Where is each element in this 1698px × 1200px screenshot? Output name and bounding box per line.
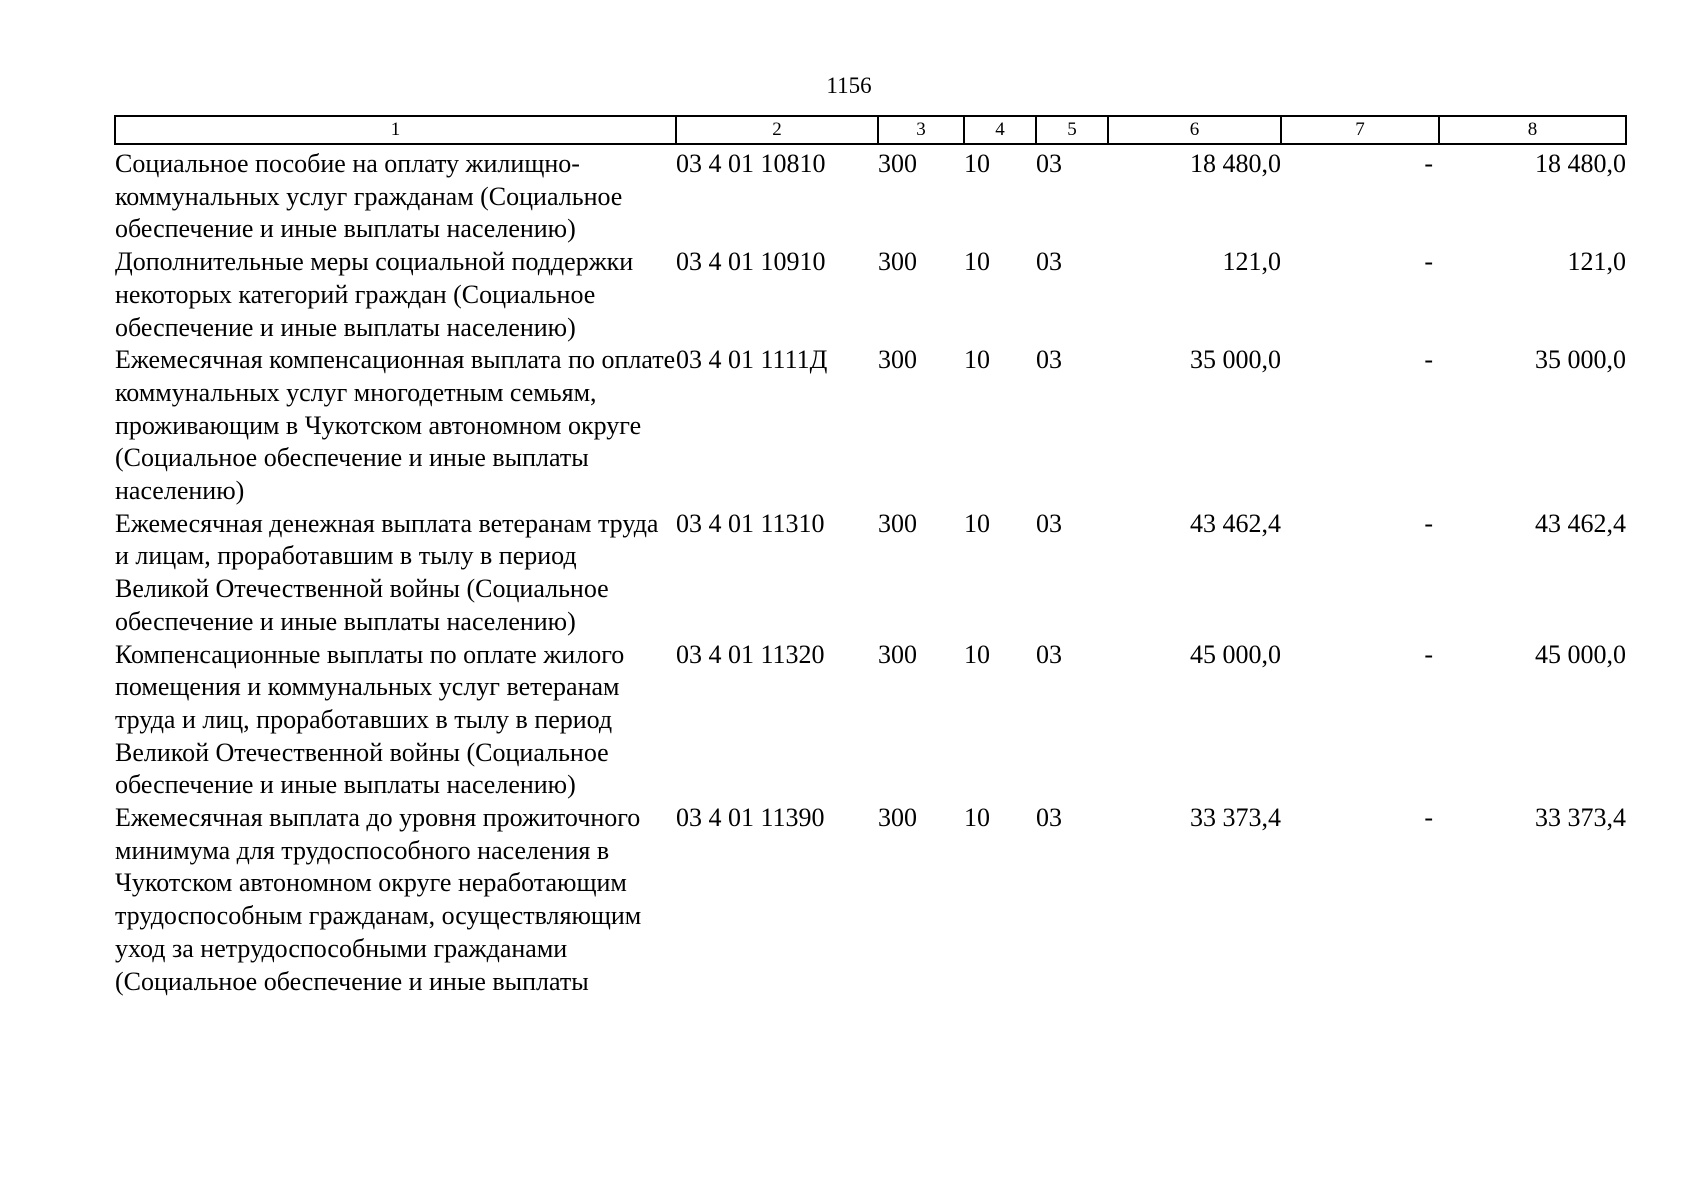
- row-sum: 33 373,4: [1190, 803, 1281, 833]
- table-header: [115, 116, 1626, 144]
- table-row: [115, 344, 1626, 508]
- table-row: [115, 802, 1626, 998]
- header-row: [115, 116, 1626, 144]
- row-sum: 43 462,4: [1190, 508, 1281, 538]
- table-row: [115, 144, 1626, 246]
- row-name: Ежемесячная компенсационная выплата по оплате коммунальных услуг многодетным семьям, проживающим в Чукотском автономном округе (Социальное обеспечение и иные выплаты населению): [115, 345, 676, 506]
- header-col-3: 3: [878, 116, 964, 144]
- row-vr-code: 300: [878, 508, 917, 538]
- table-row: [115, 246, 1626, 344]
- page-number: 1156: [826, 73, 872, 98]
- budget-table: [114, 115, 1627, 998]
- row-total: 35 000,0: [1535, 345, 1626, 375]
- header-col-1: 1: [115, 116, 676, 144]
- row-total: 43 462,4: [1535, 508, 1626, 538]
- row-vr-code: 300: [878, 149, 917, 178]
- row-sum: 45 000,0: [1190, 639, 1281, 669]
- row-pr-code: 03: [1036, 247, 1062, 277]
- row-rz-code: 10: [964, 247, 990, 277]
- row-total: 45 000,0: [1535, 639, 1626, 669]
- row-change: -: [1424, 508, 1433, 538]
- header-col-4: 4: [964, 116, 1036, 144]
- header-col-7: 7: [1281, 116, 1439, 144]
- header-col-8: 8: [1439, 116, 1626, 144]
- row-vr-code: 300: [878, 247, 917, 277]
- row-vr-code: 300: [878, 803, 917, 833]
- row-change: -: [1424, 639, 1433, 669]
- table-row: [115, 508, 1626, 639]
- row-sum: 35 000,0: [1190, 345, 1281, 375]
- row-rz-code: 10: [964, 639, 990, 669]
- row-rz-code: 10: [964, 803, 990, 833]
- row-pr-code: 03: [1036, 508, 1062, 538]
- row-rz-code: 10: [964, 149, 990, 178]
- row-pr-code: 03: [1036, 345, 1062, 375]
- row-change: -: [1424, 149, 1433, 178]
- row-csr-code: 03 4 01 10810: [676, 149, 826, 178]
- row-total: 33 373,4: [1535, 803, 1626, 833]
- table-row: [115, 639, 1626, 803]
- row-change: -: [1424, 247, 1433, 277]
- row-csr-code: 03 4 01 10910: [676, 247, 826, 277]
- row-vr-code: 300: [878, 639, 917, 669]
- row-sum: 121,0: [1222, 247, 1281, 277]
- row-csr-code: 03 4 01 11320: [676, 639, 825, 669]
- row-name: Компенсационные выплаты по оплате жилого помещения и коммунальных услуг ветеранам труда и лиц, проработавших в тылу в период Великой Отечественной войны (Социальное обеспечение и иные выплаты населению): [115, 639, 625, 800]
- row-total: 121,0: [1567, 247, 1626, 277]
- row-rz-code: 10: [964, 345, 990, 375]
- row-csr-code: 03 4 01 1111Д: [676, 345, 828, 375]
- row-vr-code: 300: [878, 345, 917, 375]
- row-pr-code: 03: [1036, 639, 1062, 669]
- header-col-5: 5: [1036, 116, 1108, 144]
- row-csr-code: 03 4 01 11390: [676, 803, 825, 833]
- row-rz-code: 10: [964, 508, 990, 538]
- row-pr-code: 03: [1036, 149, 1062, 178]
- header-col-2: 2: [676, 116, 878, 144]
- row-sum: 18 480,0: [1190, 149, 1281, 178]
- row-name: Ежемесячная выплата до уровня прожиточного минимума для трудоспособного населения в Чукотском автономном округе неработающим трудоспособным гражданам, осуществляющим уход за нетрудоспособными гражданами (Социальное обеспечение и иные выплаты: [115, 803, 642, 996]
- row-csr-code: 03 4 01 11310: [676, 508, 825, 538]
- row-name: Дополнительные меры социальной поддержки некоторых категорий граждан (Социальное обеспечение и иные выплаты населению): [115, 247, 634, 342]
- row-name: Ежемесячная денежная выплата ветеранам труда и лицам, проработавшим в тылу в период Великой Отечественной войны (Социальное обеспечение и иные выплаты населению): [115, 508, 659, 636]
- row-name: Социальное пособие на оплату жилищно-коммунальных услуг гражданам (Социальное обеспечение и иные выплаты населению): [115, 149, 623, 244]
- row-change: -: [1424, 803, 1433, 833]
- row-pr-code: 03: [1036, 803, 1062, 833]
- table-body: [115, 144, 1626, 998]
- header-col-6: 6: [1108, 116, 1281, 144]
- row-change: -: [1424, 345, 1433, 375]
- row-total: 18 480,0: [1535, 149, 1626, 178]
